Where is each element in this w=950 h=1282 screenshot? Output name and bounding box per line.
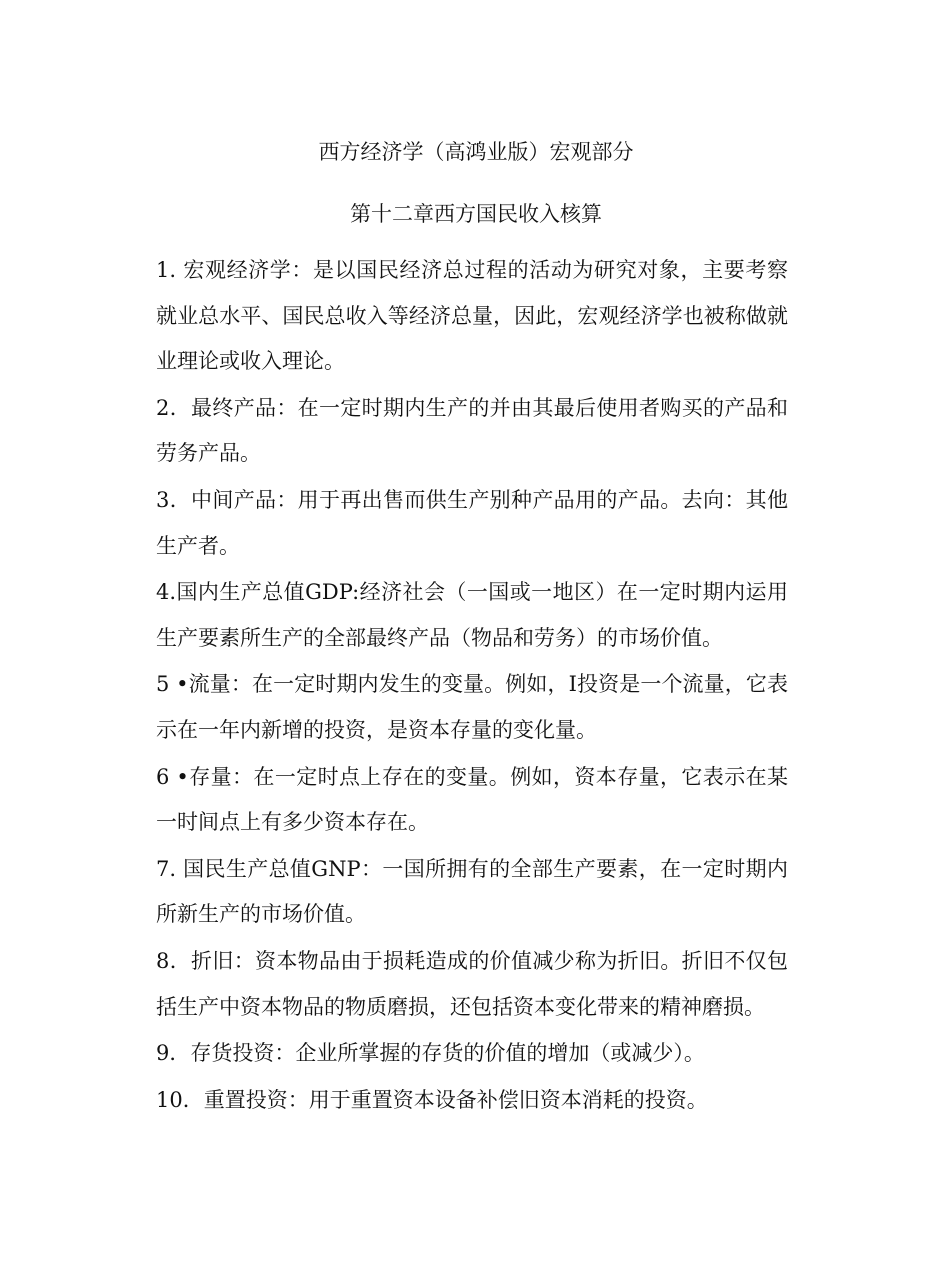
definition-item-6: 6 •存量：在一定时点上存在的变量。例如，资本存量，它表示在某一时间点上有多少资本存在。 bbox=[156, 764, 788, 835]
definition-item-4: 4.国内生产总值GDP:经济社会（一国或一地区）在一定时期内运用生产要素所生产的全部最终产品（物品和劳务）的市场价值。 bbox=[156, 580, 788, 650]
definition-item-7: 7. 国民生产总值GNP：一国所拥有的全部生产要素，在一定时期内所新生产的市场价值。 bbox=[156, 856, 788, 927]
definition-item-8: 8．折旧：资本物品由于损耗造成的价值减少称为折旧。折旧不仅包括生产中资本物品的物质磨损，还包括资本变化带来的精神磨损。 bbox=[156, 948, 788, 1019]
definition-item-5: 5 •流量：在一定时期内发生的变量。例如，I投资是一个流量，它表示在一年内新增的投资，是资本存量的变化量。 bbox=[156, 672, 788, 742]
document-title: 西方经济学（高鸿业版）宏观部分 bbox=[318, 140, 634, 164]
definition-item-1: 1. 宏观经济学：是以国民经济总过程的活动为研究对象，主要考察就业总水平、国民总收入等经济总量，因此，宏观经济学也被称做就业理论或收入理论。 bbox=[156, 258, 788, 374]
definition-item-3: 3．中间产品：用于再出售而供生产别种产品用的产品。去向：其他生产者。 bbox=[156, 487, 788, 558]
definition-item-2: 2．最终产品：在一定时期内生产的并由其最后使用者购买的产品和劳务产品。 bbox=[156, 395, 788, 466]
definition-list bbox=[156, 248, 788, 1123]
definition-item-9: 9．存货投资：企业所掌握的存货的价值的增加（或减少）。 bbox=[156, 1041, 705, 1066]
chapter-heading: 第十二章西方国民收入核算 bbox=[350, 202, 602, 226]
definition-item-10: 10．重置投资：用于重置资本设备补偿旧资本消耗的投资。 bbox=[156, 1087, 708, 1112]
